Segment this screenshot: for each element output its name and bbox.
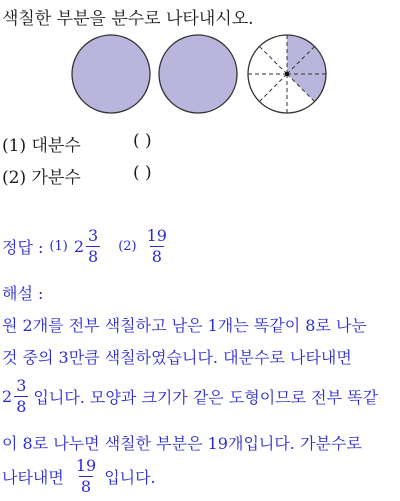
explanation-line-2: 것 중의 3만큼 색칠하였습니다. 대분수로 나타내면 <box>2 348 352 367</box>
question-prompt: 색칠한 부분을 분수로 나타내시오. <box>2 9 254 29</box>
explanation-mixed-denominator: 8 <box>16 397 27 416</box>
shaded-circle-1 <box>72 35 150 113</box>
answer-part1-label: (1) <box>49 239 68 254</box>
explanation-mixed-fraction <box>14 378 28 415</box>
shaded-circle-2 <box>159 35 237 113</box>
item-1-blank: ( ) <box>133 131 152 151</box>
answer-part2-denominator: 8 <box>151 247 162 266</box>
answer-part2-numerator: 19 <box>146 226 167 245</box>
item-2-blank: ( ) <box>133 163 152 183</box>
explanation-line-5 <box>2 458 156 495</box>
explanation-line-3 <box>2 378 378 415</box>
partially-shaded-circle <box>248 35 326 113</box>
explanation-line-1: 원 2개를 전부 색칠하고 남은 1개는 똑같이 8로 나눈 <box>2 316 367 335</box>
explanation-improper-denominator: 8 <box>80 477 92 496</box>
explanation-improper-fraction <box>74 458 98 495</box>
explanation-heading: 해설 : <box>2 284 44 303</box>
answer-part1-numerator: 3 <box>88 226 99 245</box>
answer-part1-fraction <box>86 228 100 265</box>
explanation-improper-numerator: 19 <box>75 456 97 475</box>
answer-heading: 정답 : <box>2 238 44 257</box>
explanation-mixed-whole: 2 <box>2 387 13 406</box>
answer-part2-label: (2) <box>118 239 137 254</box>
answer-part1-whole: 2 <box>73 237 84 256</box>
item-2-label: (2) 가분수 <box>2 168 81 188</box>
answer-part1-denominator: 8 <box>88 247 99 266</box>
explanation-mixed-numerator: 3 <box>16 376 27 395</box>
answer-part2-fraction <box>145 228 169 265</box>
explanation-line-4: 이 8로 나누면 색칠한 부분은 19개입니다. 가분수로 <box>2 434 362 453</box>
pie-center-dot <box>285 72 289 76</box>
explanation-line-3-text: 입니다. 모양과 크기가 같은 도형이므로 전부 똑같 <box>33 388 379 407</box>
answer-line <box>2 228 171 265</box>
fraction-figure <box>70 33 340 118</box>
explanation-line-5-pre: 나타내면 <box>2 468 64 487</box>
explanation-line-5-post: 입니다. <box>104 468 156 487</box>
item-1-label: (1) 대분수 <box>2 136 81 156</box>
